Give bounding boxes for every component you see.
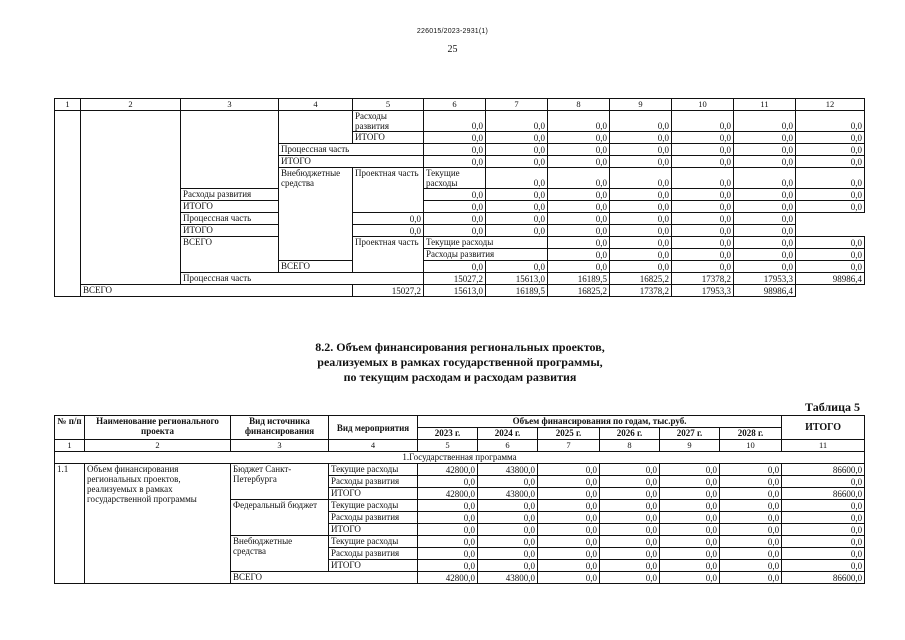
- value-cell: 0,0: [672, 144, 734, 156]
- header-no: № п/п: [55, 416, 85, 440]
- value-cell: 0,0: [424, 261, 486, 273]
- event-label: Расходы развития: [329, 512, 418, 524]
- value-cell: 15613,0: [486, 273, 548, 285]
- value-cell: 0,0: [478, 476, 538, 488]
- value-cell: 0,0: [610, 201, 672, 213]
- value-cell: 16825,2: [610, 273, 672, 285]
- value-cell: 0,0: [660, 548, 720, 560]
- value-cell: 0,0: [796, 111, 865, 132]
- source-label: Бюджет Санкт-Петербурга: [231, 464, 329, 500]
- value-cell: 0,0: [486, 189, 548, 201]
- value-cell: 0,0: [478, 524, 538, 536]
- document-id: 226015/2023-2931(1): [416, 28, 489, 35]
- value-cell: 0,0: [610, 249, 672, 261]
- value-cell: 16189,5: [548, 273, 610, 285]
- value-cell: 0,0: [660, 536, 720, 548]
- value-cell: 0,0: [796, 249, 865, 261]
- source-label: Федеральный бюджет: [231, 500, 329, 536]
- value-cell: 98986,4: [734, 285, 796, 297]
- value-cell: 0,0: [486, 111, 548, 132]
- value-cell: 0,0: [538, 464, 600, 476]
- value-cell: 0,0: [600, 464, 660, 476]
- col-num: 2: [85, 440, 231, 452]
- value-cell: 42800,0: [418, 488, 478, 500]
- value-cell: 0,0: [734, 168, 796, 189]
- col-num: 7: [486, 99, 548, 111]
- value-cell: 0,0: [538, 524, 600, 536]
- value-cell: 0,0: [796, 237, 865, 249]
- event-label: Текущие расходы: [329, 536, 418, 548]
- value-cell: 0,0: [734, 261, 796, 273]
- value-cell: 0,0: [782, 512, 865, 524]
- value-cell: 0,0: [418, 524, 478, 536]
- col-num: 2: [81, 99, 181, 111]
- part-label: Проектная часть: [353, 168, 424, 213]
- value-cell: 0,0: [548, 213, 610, 225]
- value-cell: 86600,0: [782, 572, 865, 584]
- value-cell: 0,0: [538, 500, 600, 512]
- col-num: 1: [55, 440, 85, 452]
- header-year: 2025 г.: [538, 428, 600, 440]
- col-num: 12: [796, 99, 865, 111]
- value-cell: 0,0: [538, 548, 600, 560]
- value-cell: 0,0: [672, 132, 734, 144]
- value-cell: 0,0: [424, 201, 486, 213]
- value-cell: 0,0: [796, 201, 865, 213]
- col-num: 5: [353, 99, 424, 111]
- total-label: ВСЕГО: [81, 285, 353, 297]
- value-cell: 0,0: [610, 144, 672, 156]
- value-cell: 0,0: [720, 524, 782, 536]
- value-cell: 0,0: [660, 464, 720, 476]
- value-cell: 43800,0: [478, 464, 538, 476]
- event-label: Расходы развития: [329, 476, 418, 488]
- value-cell: 0,0: [660, 488, 720, 500]
- value-cell: 86600,0: [782, 488, 865, 500]
- value-cell: 0,0: [424, 213, 486, 225]
- value-cell: 0,0: [600, 548, 660, 560]
- event-label: Расходы развития: [353, 111, 424, 132]
- value-cell: 0,0: [486, 225, 548, 237]
- value-cell: 0,0: [782, 548, 865, 560]
- header-project-name: Наименование регионального проекта: [85, 416, 231, 440]
- value-cell: 0,0: [486, 132, 548, 144]
- cell-empty: [279, 111, 353, 144]
- total-label: ВСЕГО: [231, 572, 418, 584]
- header-row: [55, 416, 865, 428]
- value-cell: 0,0: [600, 524, 660, 536]
- value-cell: 0,0: [782, 500, 865, 512]
- col-num: 4: [279, 99, 353, 111]
- value-cell: 0,0: [600, 500, 660, 512]
- value-cell: 0,0: [734, 156, 796, 168]
- col-num: 3: [231, 440, 329, 452]
- value-cell: 0,0: [538, 476, 600, 488]
- value-cell: 0,0: [600, 512, 660, 524]
- value-cell: 0,0: [538, 512, 600, 524]
- value-cell: 0,0: [610, 132, 672, 144]
- column-number-row: [55, 440, 865, 452]
- section-heading-line: 8.2. Объем финансирования региональных проектов,: [315, 340, 605, 354]
- col-num: 8: [548, 99, 610, 111]
- header-year: 2024 г.: [478, 428, 538, 440]
- cell-empty: [181, 111, 279, 189]
- value-cell: 0,0: [672, 201, 734, 213]
- value-cell: 0,0: [424, 225, 486, 237]
- row-number: 1.1: [55, 464, 85, 584]
- value-cell: 0,0: [610, 261, 672, 273]
- part-label: Процессная часть: [279, 144, 424, 156]
- value-cell: 0,0: [538, 572, 600, 584]
- value-cell: 0,0: [600, 560, 660, 572]
- value-cell: 0,0: [610, 156, 672, 168]
- value-cell: 0,0: [660, 476, 720, 488]
- value-cell: 0,0: [782, 476, 865, 488]
- value-cell: 17953,3: [734, 273, 796, 285]
- cell-empty: [55, 111, 81, 297]
- table-caption: Таблица 5: [805, 400, 860, 414]
- value-cell: 0,0: [796, 144, 865, 156]
- event-label: ИТОГО: [181, 201, 279, 213]
- value-cell: 42800,0: [418, 464, 478, 476]
- header-year: 2026 г.: [600, 428, 660, 440]
- value-cell: 0,0: [672, 156, 734, 168]
- col-num: 10: [672, 99, 734, 111]
- value-cell: 0,0: [548, 261, 610, 273]
- part-label: Процессная часть: [181, 213, 353, 225]
- event-label: Текущие расходы: [424, 237, 548, 249]
- value-cell: 0,0: [796, 261, 865, 273]
- col-num: 9: [610, 99, 672, 111]
- section-heading-line: по текущим расходам и расходам развития: [343, 370, 577, 384]
- value-cell: 0,0: [610, 237, 672, 249]
- part-label: ИТОГО: [181, 225, 353, 237]
- value-cell: 0,0: [660, 560, 720, 572]
- value-cell: 0,0: [478, 548, 538, 560]
- header-year: 2023 г.: [418, 428, 478, 440]
- program-row: [55, 452, 865, 464]
- value-cell: 0,0: [672, 249, 734, 261]
- value-cell: 0,0: [720, 572, 782, 584]
- value-cell: 0,0: [538, 488, 600, 500]
- value-cell: 0,0: [424, 189, 486, 201]
- value-cell: 0,0: [418, 548, 478, 560]
- value-cell: 0,0: [734, 225, 796, 237]
- value-cell: 0,0: [600, 476, 660, 488]
- value-cell: 0,0: [660, 500, 720, 512]
- value-cell: 0,0: [478, 560, 538, 572]
- value-cell: 0,0: [548, 168, 610, 189]
- value-cell: 0,0: [734, 249, 796, 261]
- value-cell: 0,0: [720, 500, 782, 512]
- table-row: [55, 111, 865, 132]
- table-row: [55, 285, 865, 297]
- value-cell: 0,0: [486, 144, 548, 156]
- source-label: Внебюджетные средства: [231, 536, 329, 572]
- value-cell: 0,0: [720, 464, 782, 476]
- col-num: 10: [720, 440, 782, 452]
- col-num: 6: [424, 99, 486, 111]
- value-cell: 0,0: [796, 189, 865, 201]
- section-heading-line: реализуемых в рамках государственной программы,: [317, 355, 603, 369]
- project-name: Объем финансирования региональных проектов, реализуемых в рамках государственной программы: [85, 464, 231, 584]
- value-cell: 0,0: [734, 201, 796, 213]
- value-cell: 0,0: [486, 156, 548, 168]
- value-cell: 98986,4: [796, 273, 865, 285]
- col-num: 4: [329, 440, 418, 452]
- table-row: [55, 464, 865, 476]
- value-cell: 0,0: [782, 524, 865, 536]
- event-label: ИТОГО: [329, 524, 418, 536]
- col-num: 3: [181, 99, 279, 111]
- vsego-label: ВСЕГО: [181, 237, 279, 273]
- value-cell: 16189,5: [486, 285, 548, 297]
- value-cell: 0,0: [353, 225, 424, 237]
- part-label: Проектная часть: [353, 237, 424, 273]
- header-total: ИТОГО: [782, 416, 865, 440]
- header-volume: Объем финансирования по годам, тыс.руб.: [418, 416, 782, 428]
- cell-empty: [81, 111, 181, 285]
- col-num: 5: [418, 440, 478, 452]
- value-cell: 0,0: [418, 512, 478, 524]
- value-cell: 15613,0: [424, 285, 486, 297]
- value-cell: 0,0: [672, 261, 734, 273]
- value-cell: 0,0: [734, 132, 796, 144]
- value-cell: 0,0: [720, 536, 782, 548]
- value-cell: 0,0: [796, 132, 865, 144]
- value-cell: 0,0: [548, 132, 610, 144]
- value-cell: 0,0: [672, 237, 734, 249]
- value-cell: 0,0: [424, 132, 486, 144]
- value-cell: 0,0: [418, 500, 478, 512]
- financing-table-continuation: [54, 98, 865, 297]
- part-label: ИТОГО: [279, 156, 424, 168]
- event-label: ВСЕГО: [279, 261, 424, 273]
- value-cell: 16825,2: [548, 285, 610, 297]
- value-cell: 0,0: [734, 111, 796, 132]
- value-cell: 86600,0: [782, 464, 865, 476]
- value-cell: 0,0: [660, 572, 720, 584]
- value-cell: 0,0: [796, 156, 865, 168]
- value-cell: 0,0: [610, 213, 672, 225]
- value-cell: 0,0: [548, 189, 610, 201]
- col-num: 9: [660, 440, 720, 452]
- value-cell: 0,0: [720, 560, 782, 572]
- section-heading: [250, 340, 670, 385]
- value-cell: 0,0: [782, 536, 865, 548]
- value-cell: 0,0: [548, 237, 610, 249]
- value-cell: 0,0: [548, 225, 610, 237]
- col-num: 6: [478, 440, 538, 452]
- value-cell: 0,0: [486, 201, 548, 213]
- col-num: 7: [538, 440, 600, 452]
- value-cell: 0,0: [672, 213, 734, 225]
- value-cell: 0,0: [672, 225, 734, 237]
- value-cell: 0,0: [734, 189, 796, 201]
- value-cell: 0,0: [610, 225, 672, 237]
- event-label: Текущие расходы: [329, 464, 418, 476]
- value-cell: 17378,2: [610, 285, 672, 297]
- value-cell: 0,0: [720, 488, 782, 500]
- value-cell: 17953,3: [672, 285, 734, 297]
- event-label: Расходы развития: [181, 189, 279, 201]
- value-cell: 0,0: [486, 213, 548, 225]
- event-label: Расходы развития: [424, 249, 548, 261]
- value-cell: 0,0: [720, 548, 782, 560]
- value-cell: 0,0: [796, 168, 865, 189]
- value-cell: 0,0: [424, 156, 486, 168]
- value-cell: 0,0: [486, 261, 548, 273]
- header-year: 2028 г.: [720, 428, 782, 440]
- value-cell: 0,0: [424, 111, 486, 132]
- value-cell: 15027,2: [353, 285, 424, 297]
- value-cell: 0,0: [486, 168, 548, 189]
- source-label: Внебюджетные средства: [279, 168, 353, 261]
- value-cell: 0,0: [548, 201, 610, 213]
- value-cell: 0,0: [600, 536, 660, 548]
- value-cell: 0,0: [610, 168, 672, 189]
- value-cell: 0,0: [418, 476, 478, 488]
- value-cell: 0,0: [548, 156, 610, 168]
- value-cell: 0,0: [610, 111, 672, 132]
- column-number-row: [55, 99, 865, 111]
- value-cell: 0,0: [720, 476, 782, 488]
- value-cell: 0,0: [538, 560, 600, 572]
- value-cell: 0,0: [548, 249, 610, 261]
- col-num: 11: [734, 99, 796, 111]
- value-cell: 0,0: [734, 144, 796, 156]
- value-cell: 0,0: [424, 144, 486, 156]
- value-cell: 0,0: [418, 560, 478, 572]
- event-label: Текущие расходы: [329, 500, 418, 512]
- value-cell: 0,0: [548, 111, 610, 132]
- value-cell: 0,0: [660, 512, 720, 524]
- value-cell: 0,0: [672, 111, 734, 132]
- value-cell: 0,0: [734, 213, 796, 225]
- value-cell: 0,0: [600, 572, 660, 584]
- value-cell: 0,0: [660, 524, 720, 536]
- event-label: ИТОГО: [329, 560, 418, 572]
- value-cell: 43800,0: [478, 488, 538, 500]
- value-cell: 0,0: [734, 237, 796, 249]
- col-num: 8: [600, 440, 660, 452]
- table-5: [54, 415, 865, 584]
- program-title: 1.Государственная программа: [55, 452, 865, 464]
- value-cell: 0,0: [600, 488, 660, 500]
- event-label: Текущие расходы: [424, 168, 486, 189]
- value-cell: 0,0: [720, 512, 782, 524]
- value-cell: 0,0: [538, 536, 600, 548]
- event-label: ИТОГО: [329, 488, 418, 500]
- value-cell: 15027,2: [424, 273, 486, 285]
- header-source: Вид источника финансирования: [231, 416, 329, 440]
- value-cell: 0,0: [353, 213, 424, 225]
- value-cell: 43800,0: [478, 572, 538, 584]
- event-label: Расходы развития: [329, 548, 418, 560]
- value-cell: 42800,0: [418, 572, 478, 584]
- value-cell: 0,0: [610, 189, 672, 201]
- col-num: 11: [782, 440, 865, 452]
- value-cell: 0,0: [478, 512, 538, 524]
- header-year: 2027 г.: [660, 428, 720, 440]
- value-cell: 0,0: [672, 168, 734, 189]
- col-num: 1: [55, 99, 81, 111]
- event-label: ИТОГО: [353, 132, 424, 144]
- part-label: Процессная часть: [181, 273, 424, 285]
- value-cell: 0,0: [782, 560, 865, 572]
- value-cell: 0,0: [672, 189, 734, 201]
- value-cell: 0,0: [418, 536, 478, 548]
- header-event: Вид мероприятия: [329, 416, 418, 440]
- page-number: 25: [447, 44, 458, 55]
- value-cell: 0,0: [478, 536, 538, 548]
- value-cell: 0,0: [548, 144, 610, 156]
- value-cell: 0,0: [478, 500, 538, 512]
- value-cell: 17378,2: [672, 273, 734, 285]
